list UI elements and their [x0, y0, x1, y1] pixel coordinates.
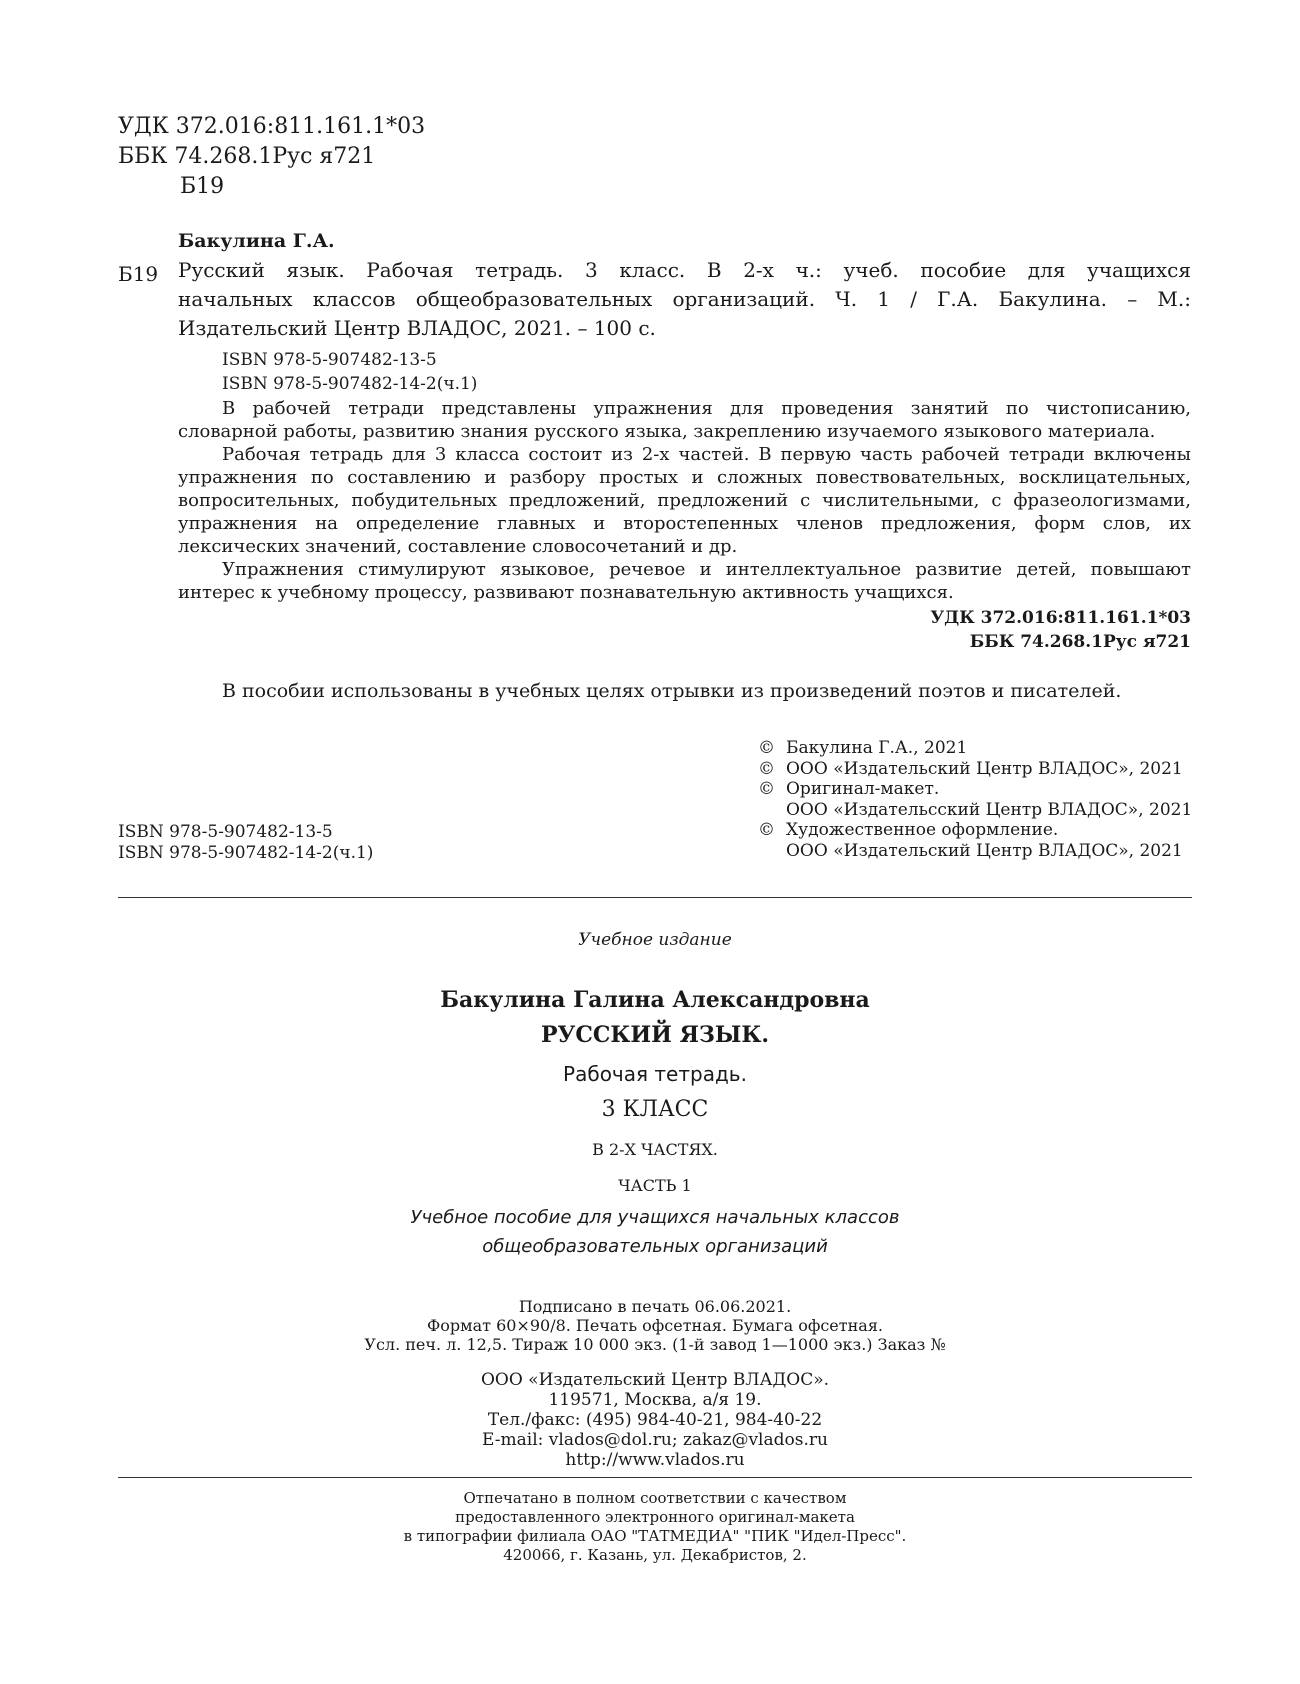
publisher-line: 119571, Москва, а/я 19.	[548, 1390, 762, 1410]
publisher-line: ООО «Издательский Центр ВЛАДОС».	[480, 1370, 830, 1390]
annotation-paragraph-1: В рабочей тетради представлены упражнения для проведения занятий по чистописанию, словарной работы, развитию знания русского языка, закреплению изучаемого языкового материала.	[178, 398, 1191, 442]
divider-top	[118, 897, 1192, 898]
printer-line: в типографии филиала ОАО "ТАТМЕДИА" "ПИК "Идел-Пресс".	[403, 1527, 907, 1545]
print-info-line: Подписано в печать 06.06.2021.	[518, 1297, 792, 1316]
edition-grade: 3 КЛАСС	[601, 1097, 709, 1122]
edition-parts: В 2-Х ЧАСТЯХ.	[592, 1140, 718, 1159]
author-code-header: Б19	[180, 174, 225, 199]
copyright-symbol: ©	[758, 738, 775, 758]
isbn-bottom-1: ISBN 978-5-907482-13-5	[118, 822, 333, 842]
catalog-bbk: ББК 74.268.1Рус я721	[969, 632, 1191, 652]
publisher-info	[118, 1370, 1192, 1470]
catalog-title-line-3: Издательский Центр ВЛАДОС, 2021. – 100 с.	[178, 316, 656, 340]
bbk-header: ББК 74.268.1Рус я721	[118, 144, 376, 169]
isbn-bottom-2: ISBN 978-5-907482-14-2(ч.1)	[118, 843, 374, 863]
edition-title: РУССКИЙ ЯЗЫК.	[540, 1022, 770, 1048]
print-info-line: Формат 60×90/8. Печать офсетная. Бумага офсетная.	[426, 1316, 884, 1335]
printer-info	[118, 1489, 1192, 1565]
copyright-line: © Художественное оформление.	[758, 820, 1059, 840]
catalog-title-line-2: начальных классов общеобразовательных организаций. Ч. 1 / Г.А. Бакулина. – М.:	[178, 287, 1191, 311]
copyright-block	[758, 738, 1192, 861]
edition-part: ЧАСТЬ 1	[618, 1176, 692, 1195]
edition-author: Бакулина Галина Александровна	[440, 987, 870, 1013]
printer-line: предоставленного электронного оригинал-макета	[455, 1508, 855, 1526]
edition-purpose-line-1: Учебное пособие для учащихся начальных классов	[410, 1207, 900, 1228]
copyright-line: © Оригинал-макет.	[758, 779, 940, 799]
catalog-udk: УДК 372.016:811.161.1*03	[930, 608, 1191, 628]
printer-line: Отпечатано в полном соответствии с качеством	[463, 1489, 847, 1507]
copyright-symbol: ©	[758, 758, 775, 779]
copyright-symbol: ©	[758, 820, 775, 840]
udk-header: УДК 372.016:811.161.1*03	[118, 114, 426, 139]
copyright-line: © ООО «Издательский Центр ВЛАДОС», 2021	[758, 758, 1183, 779]
publisher-line: Тел./факс: (495) 984-40-21, 984-40-22	[487, 1410, 823, 1430]
print-info-line: Усл. печ. л. 12,5. Тираж 10 000 экз. (1-й завод 1—1000 экз.) Заказ №	[364, 1335, 946, 1354]
edition-purpose-line-2: общеобразовательных организаций	[482, 1236, 828, 1257]
copyright-line: ООО «Издательский Центр ВЛАДОС», 2021	[786, 840, 1183, 861]
catalog-code: Б19	[118, 262, 159, 286]
catalog-isbn-2: ISBN 978-5-907482-14-2(ч.1)	[222, 374, 478, 394]
copyright-line: © Бакулина Г.А., 2021	[758, 738, 968, 758]
copyright-line: ООО «Издательсский Центр ВЛАДОС», 2021	[786, 799, 1193, 820]
catalog-title-line-1: Русский язык. Рабочая тетрадь. 3 класс. В 2-х ч.: учеб. пособие для учащихся	[178, 258, 1191, 282]
publisher-line: http://www.vlados.ru	[565, 1450, 745, 1470]
annotation-paragraph-2: Рабочая тетрадь для 3 класса состоит из 2-х частей. В первую часть рабочей тетради включены упражнения по составлению и разбору простых и сложных повествовательных, восклицательных, вопросительных, побудительных предложений, предложений с числительными, с фразеологизмами, упражнения на определение главных и второстепенных членов предложения, форм слов, их лексических значений, составление словосочетаний и др.	[178, 444, 1191, 557]
print-info	[118, 1297, 1192, 1354]
edition-subtitle: Рабочая тетрадь.	[563, 1062, 747, 1086]
publisher-line: E-mail: vlados@dol.ru; zakaz@vlados.ru	[482, 1430, 828, 1450]
divider-bottom	[118, 1477, 1192, 1478]
annotation-paragraph-3: Упражнения стимулируют языковое, речевое и интеллектуальное развитие детей, повышают интерес к учебному процессу, развивают познавательную активность учащихся.	[178, 559, 1191, 603]
excerpt-note: В пособии использованы в учебных целях отрывки из произведений поэтов и писателей.	[222, 680, 1122, 702]
edition-type: Учебное издание	[578, 930, 732, 950]
catalog-isbn-1: ISBN 978-5-907482-13-5	[222, 350, 437, 370]
printer-line: 420066, г. Казань, ул. Декабристов, 2.	[503, 1546, 807, 1564]
catalog-author: Бакулина Г.А.	[178, 230, 335, 252]
copyright-symbol: ©	[758, 779, 775, 799]
